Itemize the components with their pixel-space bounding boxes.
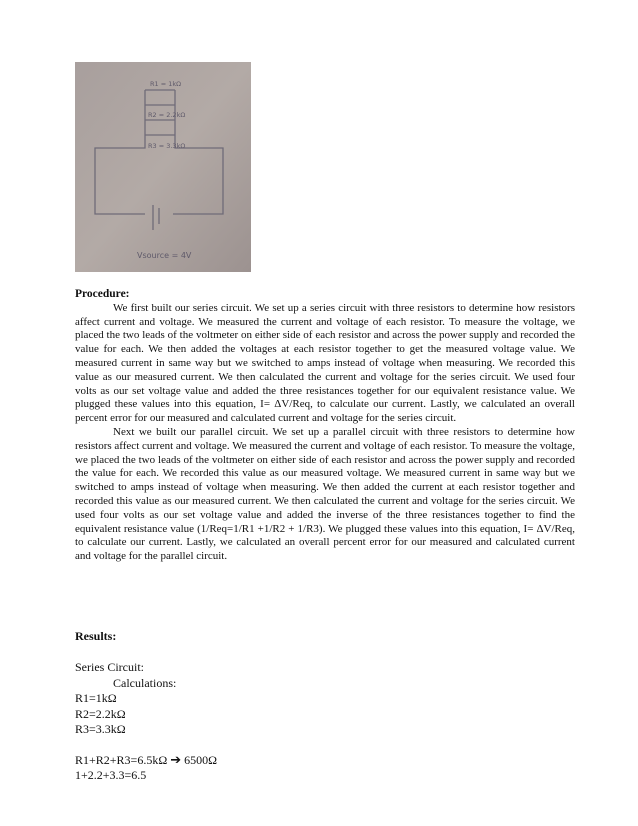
circuit-diagram-photo <box>75 62 251 272</box>
resistance-sum-result: 6500Ω <box>184 752 218 767</box>
procedure-parallel-paragraph: Next we built our parallel circuit. We set up a parallel circuit with three resistors to determine how resistors affect current and voltage. We measured the current and voltage of each resistor. To measure the voltage, we placed the two leads of the voltmeter on either side of each resistor and across the power supply and recorded the value for each. We recorded this value as our measured voltage. We measured current in same way but we switched to amps instead of voltage when measuring. We then added the current at each resistor together and recorded this value as our measured current. We then calculated the current and voltage for the series circuit. We used four volts as our set voltage value and added the inverse of the three resistances together to find the equivalent resistance value (1/Req=1/R1 +1/R2 + 1/R3). We plugged these values into this equation, I= ΔV/Req, to calculate our current. Lastly, we calculated an overall percent error for our measured and calculated current and voltage for the parallel circuit. <box>75 425 575 563</box>
r3-value: R3=3.3kΩ <box>75 722 126 736</box>
figure-label-r3: R3 = 3.3kΩ <box>148 142 186 150</box>
procedure-section <box>75 288 575 564</box>
resistance-sum-numeric: 1+2.2+3.3=6.5 <box>75 768 147 782</box>
results-heading: Results: <box>75 629 117 643</box>
figure-label-r1: R1 = 1kΩ <box>150 80 182 88</box>
r1-value: R1=1kΩ <box>75 691 117 705</box>
photo-paper-background <box>75 62 251 272</box>
procedure-series-paragraph: We first built our series circuit. We set up a series circuit with three resistors to determine how resistors affect current and voltage. We measured the current and voltage of each resistor. To measure the voltage, we placed the two leads of the voltmeter on either side of each resistor and across the power supply and recorded the value for each. We then added the voltages at each resistor together to get the measured voltage value. We measured current in same way but we switched to amps instead of voltage when measuring. We recorded this value as our measured current. We then calculated the current and voltage for the series circuit. We used four volts as our set voltage value and added the three resistances together for our equivalent resistance value. We plugged these values into this equation, I= ΔV/Req, to calculate our current. Lastly, we calculated an overall percent error for our measured and calculated current and voltage for the series circuit. <box>75 301 575 425</box>
figure-label-r2: R2 = 2.2kΩ <box>148 111 186 119</box>
results-section <box>75 660 217 784</box>
resistance-sum: R1+R2+R3=6.5kΩ <box>75 752 168 767</box>
resistance-sum-line <box>75 753 217 769</box>
calculations-label: Calculations: <box>113 675 177 690</box>
figure-label-source: Vsource = 4V <box>137 251 192 260</box>
series-circuit-label: Series Circuit: <box>75 660 144 674</box>
spacer <box>75 738 217 753</box>
right-arrow-icon: ➔ <box>170 752 182 768</box>
procedure-heading: Procedure: <box>75 288 130 300</box>
r2-value: R2=2.2kΩ <box>75 706 126 721</box>
